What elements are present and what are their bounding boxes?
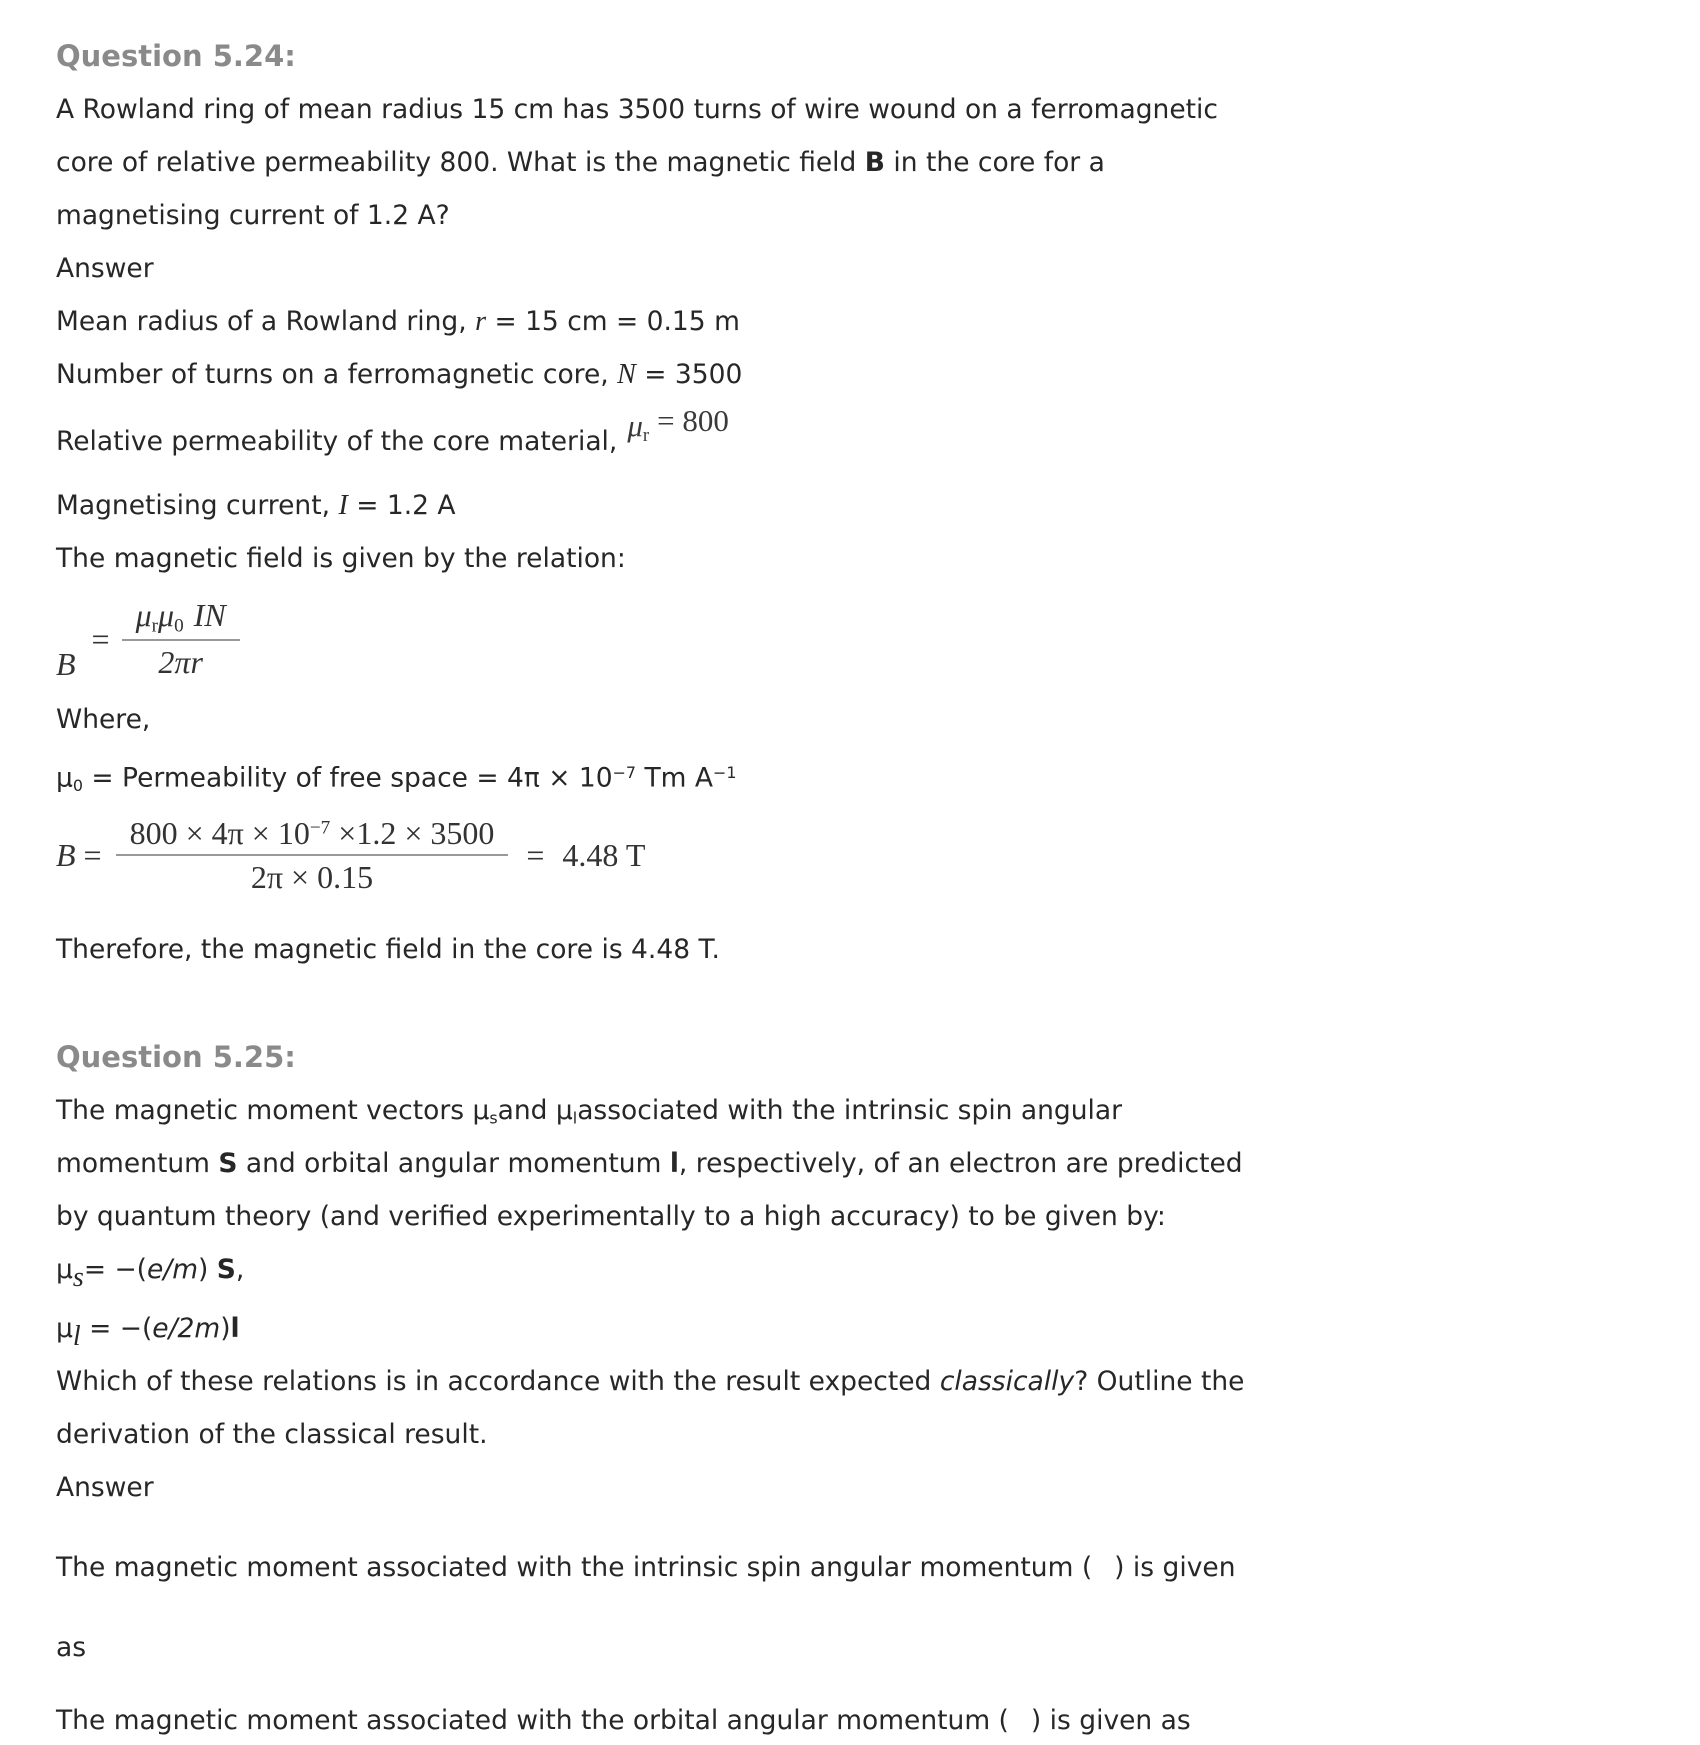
q24-relation-intro: The magnetic field is given by the relation: [56, 543, 626, 574]
q25-which-line-2: derivation of the classical result. [56, 1419, 488, 1450]
mu-l-subscript: l [572, 1108, 578, 1128]
mu0-units: Tm A [636, 762, 714, 794]
calc-lhs-B: B [56, 836, 76, 873]
calc-result-equals: = [526, 836, 545, 873]
q25-mu-l-equation [56, 1302, 1700, 1355]
radius-variable: r [475, 306, 487, 337]
q24-permeability-line [56, 401, 1700, 479]
q24-current-line [56, 479, 1700, 532]
q25-line2-end: , respectively, of an electron are predicted [678, 1148, 1243, 1179]
q25-answer-line-1 [56, 1541, 1700, 1594]
mu0-definition: = Permeability of free space = 4π × 10 [83, 762, 613, 794]
mean-radius-value: = 15 cm = 0.15 m [486, 306, 740, 337]
mu-subscript-r: r [642, 425, 650, 447]
permeability-equation [627, 403, 729, 447]
mu-s-symbol: μ [56, 1254, 73, 1285]
fraction [122, 597, 240, 681]
q25-answer-line-2: as [56, 1632, 87, 1663]
q25-answer-line-3 [56, 1694, 1700, 1745]
spin-momentum-S-bold: S [218, 1148, 238, 1179]
mu-s-equals: = −( [83, 1254, 147, 1285]
l-vector-bold: l [230, 1313, 240, 1344]
mu0-symbol: μ [56, 762, 73, 794]
mu-s-close-paren: ) [198, 1254, 217, 1285]
formula-magnetic-field-relation [56, 585, 1700, 693]
turns-value: = 3500 [635, 359, 743, 390]
e-over-2m: e/2m [152, 1313, 221, 1344]
ans1-text: The magnetic moment associated with the intrinsic spin angular momentum ( [56, 1552, 1093, 1583]
mu-s-comma: , [235, 1254, 245, 1285]
which-text-end: ? Outline the [1074, 1366, 1245, 1397]
q25-which-line-1 [56, 1355, 1700, 1408]
q24-line2-bold-B: B [864, 147, 885, 178]
q25-statement-line-1 [56, 1084, 1700, 1137]
ans3-text-end: ) is given as [1030, 1705, 1191, 1736]
ans3-text: The magnetic moment associated with the orbital angular momentum ( [56, 1705, 1009, 1736]
question-5-24-heading: Question 5.24: [56, 39, 296, 73]
current-variable: I [338, 490, 348, 521]
q24-statement-line-1: A Rowland ring of mean radius 15 cm has 3500 turns of wire wound on a ferromagnetic [56, 94, 1218, 125]
question-5-25-heading: Question 5.25: [56, 1040, 296, 1074]
mu-l-close-paren: ) [220, 1313, 231, 1344]
calc-fraction [116, 815, 509, 896]
q25-answer-label: Answer [56, 1472, 154, 1503]
numerator-exponent: −7 [309, 816, 331, 838]
permeability-text: Relative permeability of the core material, [56, 426, 618, 457]
numerator-start: 800 × 4π × 10 [129, 814, 310, 851]
q25-statement-line-3: by quantum theory (and verified experimentally to a high accuracy) to be given by: [56, 1201, 1166, 1232]
fraction-numerator [122, 597, 240, 639]
subscript-r: r [151, 615, 159, 637]
q24-statement-line-3: magnetising current of 1.2 A? [56, 200, 450, 231]
turns-text: Number of turns on a ferromagnetic core, [56, 359, 618, 390]
formula-calculation [56, 799, 1700, 911]
which-text: Which of these relations is in accordance with the result expected [56, 1366, 940, 1397]
current-text: Magnetising current, [56, 490, 339, 521]
q24-answer-label: Answer [56, 253, 154, 284]
calc-denominator: 2π × 0.15 [250, 858, 374, 895]
e-over-m: e/m [146, 1254, 199, 1285]
mu0-subscript: 0 [72, 776, 83, 796]
mu-s-sub: s [72, 1261, 84, 1293]
q24-line2-text: core of relative permeability 800. What is the magnetic field [56, 147, 865, 178]
q25-mu-s-equation [56, 1243, 1700, 1296]
mu-l-equals: = −( [80, 1313, 153, 1344]
exponent-minus-7: −7 [612, 763, 637, 782]
calc-equals-sign: = [83, 836, 102, 873]
mu-0-symbol: μ [158, 596, 175, 633]
q24-mu0-line [56, 746, 1700, 799]
mu-l-sub: l [72, 1320, 81, 1352]
q25-line2-mid: and orbital angular momentum [237, 1148, 670, 1179]
mu-l-symbol: μ [56, 1313, 73, 1344]
mean-radius-text: Mean radius of a Rowland ring, [56, 306, 476, 337]
formula-equals-sign: = [91, 620, 110, 657]
q24-conclusion: Therefore, the magnetic field in the core is 4.48 T. [56, 934, 720, 965]
IN-term: IN [193, 596, 226, 633]
mu-symbol: μ [627, 408, 643, 443]
q24-turns-line [56, 348, 1700, 401]
q25-line1-text: The magnetic moment vectors μ [56, 1095, 490, 1126]
mu-s-subscript: s [489, 1108, 498, 1128]
q25-line1-mid: and μ [497, 1095, 573, 1126]
q25-line2-text: momentum [56, 1148, 219, 1179]
q24-line2-text-end: in the core for a [885, 147, 1105, 178]
fraction-denominator: 2πr [158, 644, 203, 681]
calc-result-value: 4.48 T [562, 836, 646, 873]
subscript-0: 0 [174, 615, 184, 637]
exponent-minus-1: −1 [713, 763, 737, 782]
mu-r-symbol: μ [135, 596, 152, 633]
S-vector-bold: S [216, 1254, 236, 1285]
q24-statement-line-2 [56, 136, 1700, 189]
ans1-text-end: ) is given [1114, 1552, 1236, 1583]
classically-italic: classically [939, 1366, 1075, 1397]
q24-mean-radius-line [56, 295, 1700, 348]
orbital-momentum-l-bold: l [669, 1148, 679, 1179]
q24-where-label: Where, [56, 704, 151, 735]
permeability-value: = 800 [657, 403, 729, 438]
current-value: = 1.2 A [347, 490, 456, 521]
formula-lhs-B: B [56, 646, 76, 682]
calc-numerator [116, 815, 509, 854]
q25-line1-end: associated with the intrinsic spin angular [577, 1095, 1123, 1126]
turns-variable: N [617, 359, 636, 390]
numerator-end: ×1.2 × 3500 [330, 814, 495, 851]
q25-statement-line-2 [56, 1137, 1700, 1190]
